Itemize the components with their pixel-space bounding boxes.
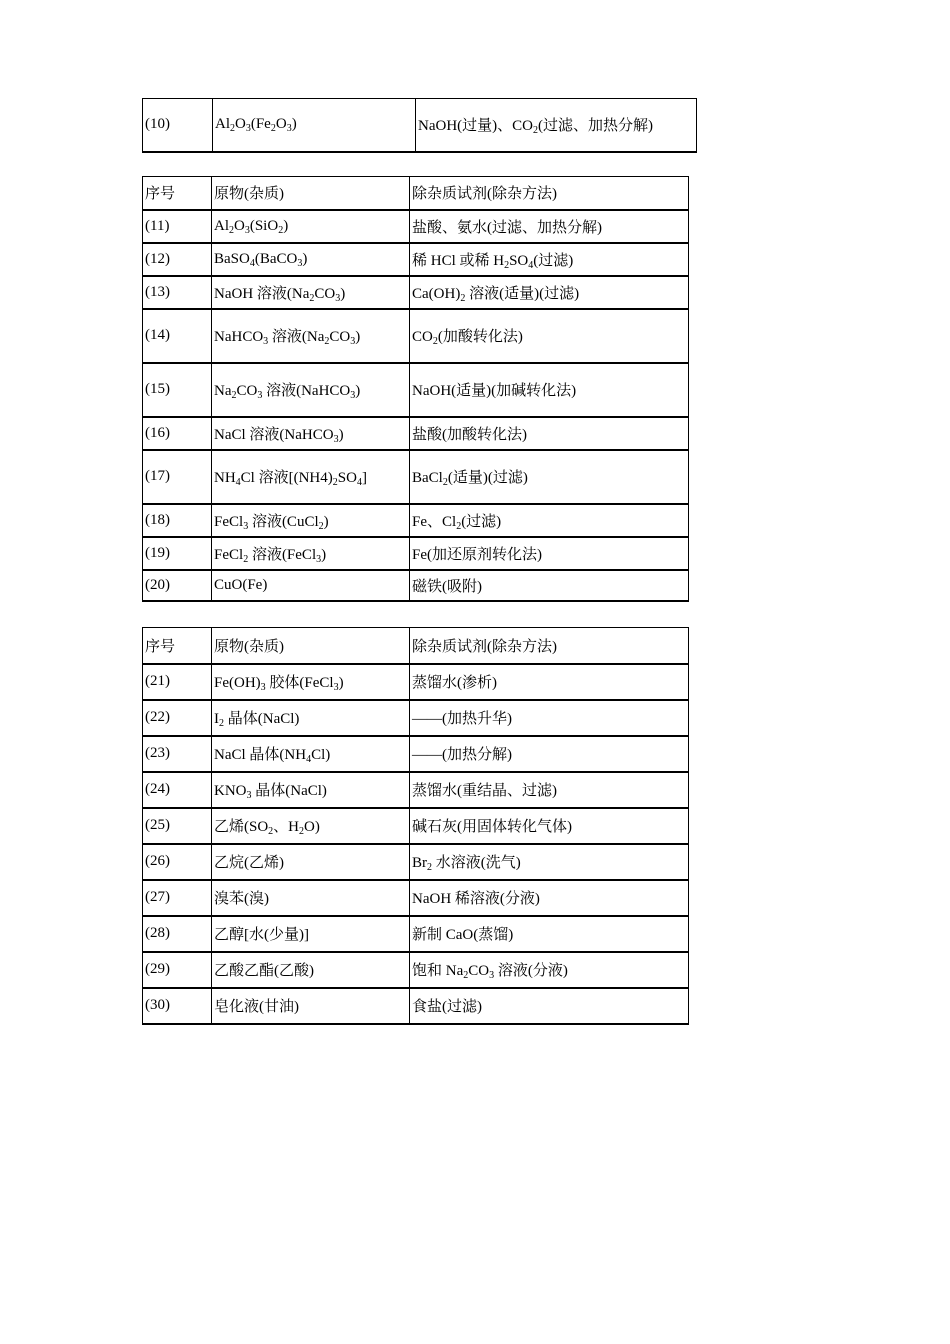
cell-number: (23)	[143, 736, 212, 772]
cell-removal-method: Fe(加还原剂转化法)	[410, 537, 689, 570]
cell-original-substance: $Al_2O_3(Fe_2O_3)$	[213, 99, 416, 152]
cell-number: (11)	[143, 210, 212, 243]
table-row	[143, 844, 689, 880]
cell-removal-method: 稀 HCl 或稀 $H_2SO_4$(过滤)	[410, 243, 689, 276]
cell-original-substance: NaOH 溶液$(Na_2CO_3)$	[212, 276, 410, 309]
purification-table-3	[142, 627, 689, 1025]
table-row	[143, 537, 689, 570]
cell-removal-method: 蒸馏水(渗析)	[410, 664, 689, 700]
table-row	[143, 952, 689, 988]
cell-removal-method: 磁铁(吸附)	[410, 570, 689, 601]
purification-table-2	[142, 176, 689, 602]
cell-removal-method: NaOH 稀溶液(分液)	[410, 880, 689, 916]
table-row	[143, 504, 689, 537]
cell-original-substance: 乙酸乙酯(乙酸)	[212, 952, 410, 988]
cell-removal-method: ——(加热升华)	[410, 700, 689, 736]
cell-original-substance: CuO(Fe)	[212, 570, 410, 601]
cell-number: (20)	[143, 570, 212, 601]
table-row	[143, 700, 689, 736]
cell-number: (16)	[143, 417, 212, 450]
cell-removal-method: ——(加热分解)	[410, 736, 689, 772]
cell-number: (27)	[143, 880, 212, 916]
cell-removal-method: 盐酸(加酸转化法)	[410, 417, 689, 450]
cell-number: 序号	[143, 628, 212, 664]
table-header-row	[143, 628, 689, 664]
cell-number: (15)	[143, 363, 212, 417]
cell-number: 序号	[143, 177, 212, 210]
cell-removal-method: 蒸馏水(重结晶、过滤)	[410, 772, 689, 808]
table-row	[143, 450, 689, 504]
table-row	[143, 988, 689, 1024]
cell-number: (28)	[143, 916, 212, 952]
cell-removal-method: NaOH(过量)、$CO_2$(过滤、加热分解)	[416, 99, 697, 152]
table-header-row	[143, 177, 689, 210]
cell-original-substance: 原物(杂质)	[212, 177, 410, 210]
cell-number: (12)	[143, 243, 212, 276]
table-row	[143, 808, 689, 844]
table-row	[143, 916, 689, 952]
table-row	[143, 243, 689, 276]
cell-original-substance: 乙醇[水(少量)]	[212, 916, 410, 952]
cell-removal-method: 新制 CaO(蒸馏)	[410, 916, 689, 952]
table-row	[143, 210, 689, 243]
cell-removal-method: 食盐(过滤)	[410, 988, 689, 1024]
cell-number: (25)	[143, 808, 212, 844]
cell-number: (30)	[143, 988, 212, 1024]
cell-removal-method: $Br_2$ 水溶液(洗气)	[410, 844, 689, 880]
cell-number: (29)	[143, 952, 212, 988]
table-row	[143, 363, 689, 417]
table-row	[143, 736, 689, 772]
cell-original-substance: $Al_2O_3(SiO_2)$	[212, 210, 410, 243]
cell-number: (10)	[143, 99, 213, 152]
cell-original-substance: $I_2$ 晶体(NaCl)	[212, 700, 410, 736]
cell-number: (14)	[143, 309, 212, 363]
cell-removal-method: 饱和 $Na_2CO_3$ 溶液(分液)	[410, 952, 689, 988]
cell-original-substance: BaSO$_4$(BaCO$_3$)	[212, 243, 410, 276]
table-row	[143, 664, 689, 700]
table-row	[143, 99, 697, 152]
cell-removal-method: BaCl$_2$(适量)(过滤)	[410, 450, 689, 504]
table-row	[143, 309, 689, 363]
purification-table-1	[142, 98, 697, 153]
cell-original-substance: $KNO_3$ 晶体(NaCl)	[212, 772, 410, 808]
cell-removal-method: NaOH(适量)(加碱转化法)	[410, 363, 689, 417]
cell-number: (19)	[143, 537, 212, 570]
cell-original-substance: 皂化液(甘油)	[212, 988, 410, 1024]
table-row	[143, 417, 689, 450]
cell-original-substance: FeCl$_3$ 溶液(CuCl$_2$)	[212, 504, 410, 537]
cell-original-substance: NaCl 晶体$(NH_4Cl)$	[212, 736, 410, 772]
cell-number: (22)	[143, 700, 212, 736]
table-row	[143, 772, 689, 808]
cell-original-substance: $Na_2CO_3$ 溶液(NaHCO$_3$)	[212, 363, 410, 417]
cell-original-substance: $NH_4Cl$ 溶液$[(NH4)_2SO_4]$	[212, 450, 410, 504]
cell-number: (21)	[143, 664, 212, 700]
cell-original-substance: 原物(杂质)	[212, 628, 410, 664]
cell-original-substance: 溴苯(溴)	[212, 880, 410, 916]
cell-number: (17)	[143, 450, 212, 504]
cell-original-substance: NaHCO$_3$ 溶液$(Na_2CO_3)$	[212, 309, 410, 363]
cell-removal-method: 除杂质试剂(除杂方法)	[410, 177, 689, 210]
cell-original-substance: 乙烷(乙烯)	[212, 844, 410, 880]
cell-original-substance: FeCl$_2$ 溶液(FeCl$_3$)	[212, 537, 410, 570]
cell-removal-method: 盐酸、氨水(过滤、加热分解)	[410, 210, 689, 243]
cell-removal-method: $CO_2$(加酸转化法)	[410, 309, 689, 363]
cell-number: (18)	[143, 504, 212, 537]
cell-removal-method: $Ca(OH)_2$ 溶液(适量)(过滤)	[410, 276, 689, 309]
cell-removal-method: 碱石灰(用固体转化气体)	[410, 808, 689, 844]
cell-removal-method: 除杂质试剂(除杂方法)	[410, 628, 689, 664]
cell-number: (24)	[143, 772, 212, 808]
cell-number: (26)	[143, 844, 212, 880]
table-row	[143, 570, 689, 601]
cell-original-substance: 乙烯($SO_2$、$H_2O$)	[212, 808, 410, 844]
cell-original-substance: $Fe(OH)_3$ 胶体(FeCl$_3$)	[212, 664, 410, 700]
cell-removal-method: Fe、$Cl_2$(过滤)	[410, 504, 689, 537]
cell-original-substance: NaCl 溶液(NaHCO$_3$)	[212, 417, 410, 450]
cell-number: (13)	[143, 276, 212, 309]
table-row	[143, 276, 689, 309]
table-row	[143, 880, 689, 916]
